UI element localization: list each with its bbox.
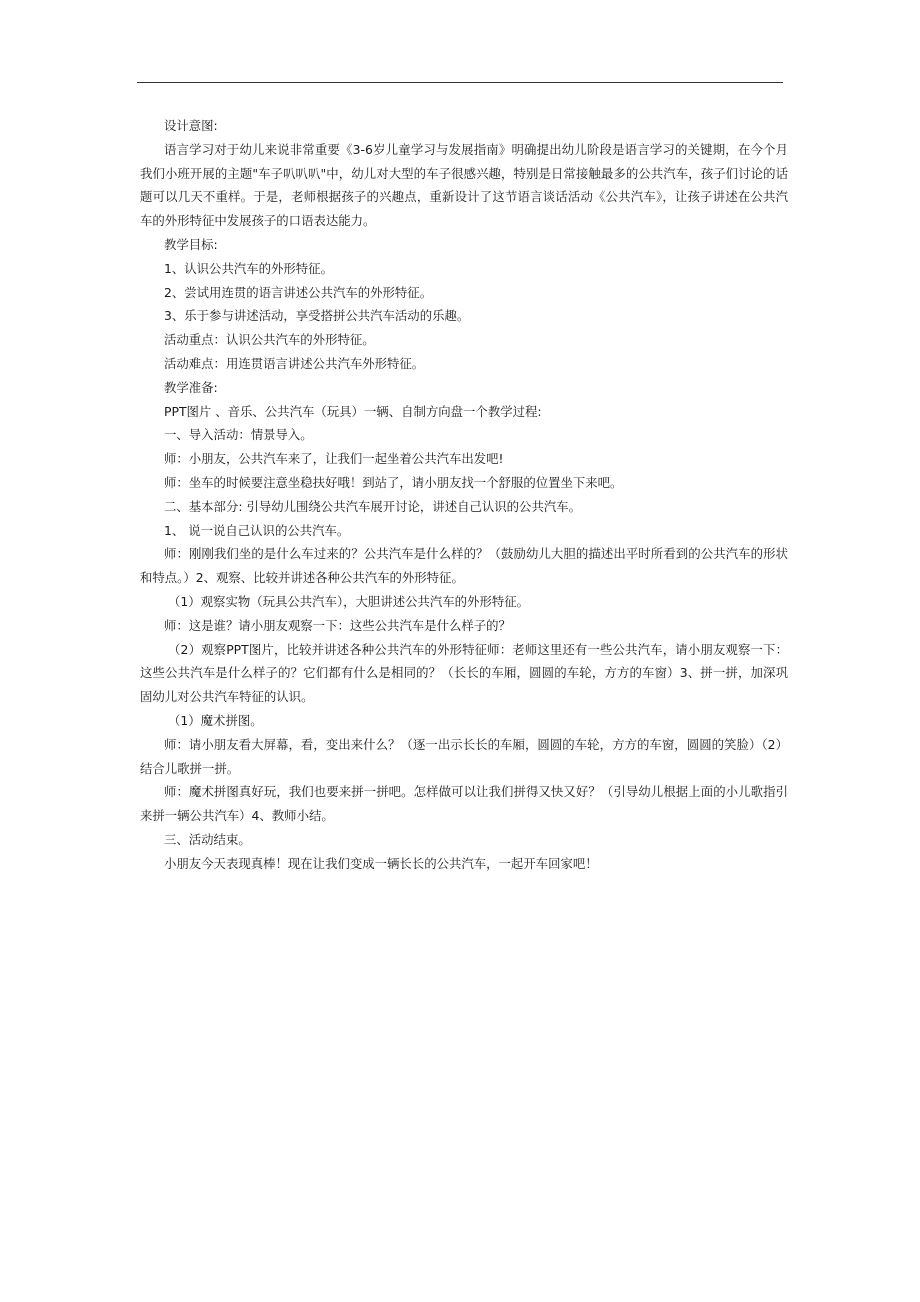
- paragraph-design-intent: 语言学习对于幼儿来说非常重要《3-6岁儿童学习与发展指南》明确提出幼儿阶段是语言学习的关键期，在今个月我们小班开展的主题"车子叭叭叭"中，幼儿对大型的车子很感兴趣，特别是日常接触最多的公共汽车，孩子们讨论的话题可以几天不重样。于是，老师根据孩子的兴趣点，重新设计了这节语言谈话活动《公共汽车》，让孩子讲述在公共汽车的外形特征中发展孩子的口语表达能力。: [140, 141, 788, 229]
- teacher-line-4: 师：这是谁？请小朋友观察一下：这些公共汽车是什么样子的？: [164, 617, 511, 633]
- substep-observe-toy: （1）观察实物（玩具公共汽车），大胆讲述公共汽车的外形特征。: [168, 593, 530, 609]
- heading-teaching-prep: 教学准备:: [164, 379, 218, 395]
- section-intro: 一、导入活动：情景导入。: [164, 427, 313, 443]
- teacher-line-5: 师：请小朋友看大屏幕，看，变出来什么？（逐一出示长长的车厢，圆圆的车轮，方方的车窗，圆圆的笑脸）（2）结合儿歌拼一拼。: [140, 736, 788, 776]
- teacher-line-1: 师：小朋友，公共汽车来了，让我们一起坐着公共汽车出发吧!: [164, 451, 504, 467]
- goal-item-3: 3、乐于参与讲述活动，享受搭拼公共汽车活动的乐趣。: [164, 308, 470, 324]
- substep-observe-ppt: （2）观察PPT图片，比较并讲述各种公共汽车的外形特征师：老师这里还有一些公共汽车，请小朋友观察一下：这些公共汽车是什么样子的？它们都有什么是相同的？（长长的车厢，圆圆的车轮，方方的车窗）3、拼一拼，加深巩固幼儿对公共汽车特征的认识。: [140, 641, 788, 705]
- substep-magic-puzzle: （1）魔术拼图。: [168, 712, 263, 728]
- teacher-line-3: 师：刚刚我们坐的是什么车过来的？公共汽车是什么样的？（鼓励幼儿大胆的描述出平时所看到的公共汽车的形状和特点。）2、观察、比较并讲述各种公共汽车的外形特征。: [140, 546, 788, 586]
- prep-materials: PPT图片 、音乐、公共汽车（玩具）一辆、自制方向盘一个教学过程:: [164, 403, 542, 419]
- heading-design-intent: 设计意图:: [164, 118, 218, 133]
- teacher-line-2: 师：坐车的时候要注意坐稳扶好哦！到站了，请小朋友找一个舒服的位置坐下来吧。: [164, 474, 623, 490]
- heading-teaching-goals: 教学目标:: [164, 236, 218, 252]
- goal-item-1: 1、认识公共汽车的外形特征。: [164, 260, 333, 276]
- header-rule: [137, 82, 783, 83]
- activity-difficulty: 活动难点：用连贯语言讲述公共汽车外形特征。: [164, 355, 425, 371]
- document-body: [140, 114, 788, 876]
- goal-item-2: 2、尝试用连贯的语言讲述公共汽车的外形特征。: [164, 284, 433, 300]
- section-ending: 三、活动结束。: [164, 831, 251, 847]
- step-1: 1、 说一说自己认识的公共汽车。: [164, 522, 350, 538]
- section-basic: 二、基本部分: 引导幼儿围绕公共汽车展开讨论，讲述自己认识的公共汽车。: [164, 498, 582, 514]
- activity-focus: 活动重点：认识公共汽车的外形特征。: [164, 332, 375, 348]
- closing-line: 小朋友今天表现真棒！现在让我们变成一辆长长的公共汽车，一起开车回家吧！: [164, 855, 598, 871]
- teacher-line-6: 师：魔术拼图真好玩，我们也要来拼一拼吧。怎样做可以让我们拼得又快又好？（引导幼儿根据上面的小儿歌指引来拼一辆公共汽车）4、教师小结。: [140, 784, 788, 824]
